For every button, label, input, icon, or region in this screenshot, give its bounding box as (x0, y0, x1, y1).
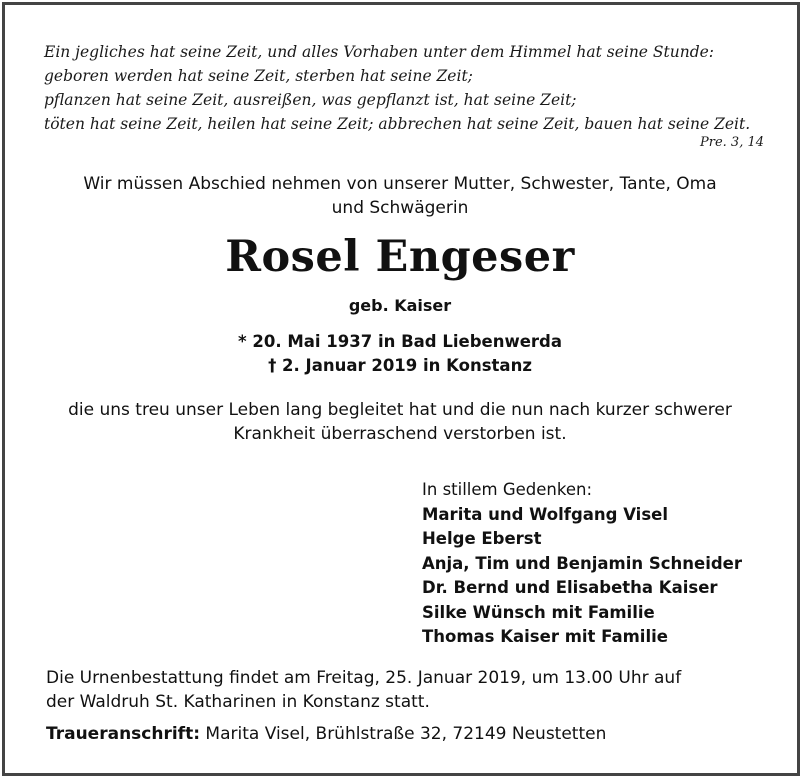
mourner-name: Thomas Kaiser mit Familie (422, 627, 668, 646)
mourner-name: Marita und Wolfgang Visel (422, 504, 668, 524)
life-dates (0, 330, 800, 378)
bible-verse (44, 40, 764, 152)
verse-line: pflanzen hat seine Zeit, ausreißen, was gepflanzt ist, hat seine Zeit; (44, 91, 577, 109)
mourning-address (46, 722, 766, 746)
tribute-line: die uns treu unser Leben lang begleitet hat und die nun nach kurzer schwerer (68, 400, 732, 420)
tribute-text (30, 398, 770, 446)
death-date: † 2. Januar 2019 in Konstanz (268, 356, 532, 375)
verse-line: geboren werden hat seine Zeit, sterben hat seine Zeit; (44, 67, 473, 85)
birth-name: geb. Kaiser (348, 296, 452, 315)
mourner-name: Dr. Bernd und Elisabetha Kaiser (422, 578, 718, 597)
funeral-line: Die Urnenbestattung findet am Freitag, 25. Januar 2019, um 13.00 Uhr auf (46, 668, 682, 688)
funeral-line: der Waldruh St. Katharinen in Konstanz statt. (46, 692, 430, 712)
mourner-name: Anja, Tim und Benjamin Schneider (422, 553, 743, 573)
verse-reference: Pre. 3, 14 (700, 135, 764, 150)
mourner-name: Silke Wünsch mit Familie (422, 602, 655, 622)
mourners-list (422, 478, 782, 650)
verse-line: Ein jegliches hat seine Zeit, und alles Vorhaben unter dem Himmel hat seine Stunde: (44, 43, 715, 61)
mourner-name: Helge Eberst (422, 529, 542, 548)
address-label: Traueranschrift: (46, 724, 201, 744)
address-value: Marita Visel, Brühlstraße 32, 72149 Neustetten (200, 724, 607, 744)
birth-date: * 20. Mai 1937 in Bad Liebenwerda (237, 332, 562, 351)
intro-line: und Schwägerin (331, 198, 469, 218)
intro-line: Wir müssen Abschied nehmen von unserer Mutter, Schwester, Tante, Oma (83, 174, 717, 194)
mourners-lead: In stillem Gedenken: (422, 480, 593, 499)
funeral-notice (46, 666, 766, 714)
verse-line: töten hat seine Zeit, heilen hat seine Zeit; abbrechen hat seine Zeit, bauen hat seine Zeit. (44, 115, 751, 133)
intro-text (30, 172, 770, 220)
tribute-line: Krankheit überraschend verstorben ist. (233, 424, 567, 444)
deceased-name: Rosel Engeser (225, 232, 575, 282)
